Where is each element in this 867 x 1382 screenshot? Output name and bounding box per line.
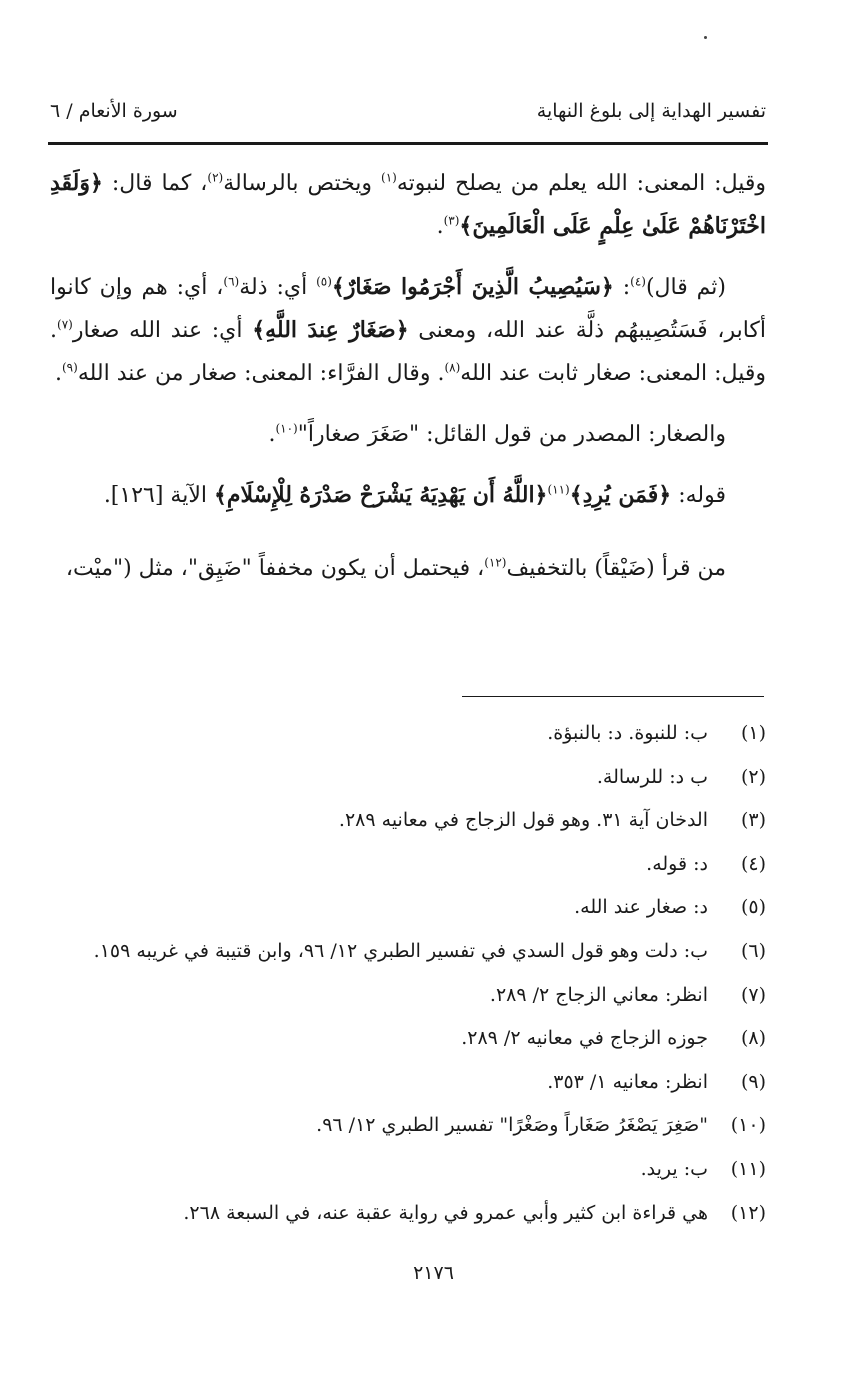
- footnote-text: ب د: للرسالة.: [596, 765, 708, 788]
- paragraph-5: [50, 547, 766, 590]
- footnote-item: [60, 1198, 766, 1242]
- footnote-text: ب: يريد.: [640, 1157, 708, 1180]
- paragraph-2: [50, 266, 766, 395]
- footnote-rule: [462, 696, 764, 697]
- footnote-ref: (٩): [61, 360, 78, 375]
- footnote-ref: (٢): [207, 170, 224, 185]
- quran-verse: ﴿فَمَن يُرِدِ﴾: [569, 482, 672, 508]
- footnote-ref: (٣): [443, 213, 460, 228]
- footnote-ref: (٥): [316, 274, 332, 289]
- running-header: [50, 100, 766, 134]
- footnote-ref: (٦): [223, 274, 240, 289]
- text-span: ، فيحتمل أن يكون مخففاً "ضَيِق"، مثل ("ميْت،: [65, 556, 485, 581]
- text-span: :: [613, 275, 631, 300]
- footnote-item: [60, 892, 766, 936]
- text-span: ، أي: هم وإن كانوا أكابر، فَسَتُصِيبهُم ذلَّة عند الله، ومعنى: [50, 275, 766, 343]
- footnote-number: (١): [740, 722, 766, 744]
- footnote-item: [60, 1023, 766, 1067]
- text-span: أي: ذلة: [239, 275, 317, 300]
- paragraph-1: [50, 162, 766, 248]
- text-span: الآية [١٢٦].: [103, 483, 214, 508]
- surah-title: سورة الأنعام / ٦: [50, 100, 178, 122]
- paragraph-4: [50, 474, 766, 517]
- footnote-number: (١٢): [730, 1201, 766, 1224]
- footnote-number: (٥): [740, 896, 766, 919]
- quran-verse: ﴿سَيُصِيبُ الَّذِينَ أَجْرَمُوا صَغَارٌ﴾: [331, 274, 614, 300]
- footnote-item: [60, 1154, 766, 1198]
- text-span: وقيل: المعنى: الله يعلم من يصلح لنبوته: [396, 171, 767, 196]
- footnote-ref: (١): [381, 170, 397, 185]
- footnote-item: [60, 936, 766, 980]
- footnote-item: [60, 1067, 766, 1111]
- text-span: .: [54, 361, 62, 386]
- footnote-number: (٦): [740, 939, 766, 962]
- footnote-item: [60, 980, 766, 1024]
- quran-verse: ﴿صَغَارٌ عِندَ اللَّهِ﴾: [252, 317, 409, 343]
- footnote-item: [60, 762, 766, 806]
- text-span: والصغار: المصدر من قول القائل: "صَغَرَ صغاراً": [297, 422, 726, 447]
- page-number: ٢١٧٦: [413, 1262, 454, 1284]
- quran-verse: ﴿وَلَقَدِ اخْتَرْنَاهُمْ عَلَىٰ عِلْمٍ عَلَى الْعَالَمِينَ﴾: [50, 170, 766, 239]
- footnote-text: انظر: معاني الزجاج ٢/ ٢٨٩.: [489, 983, 708, 1006]
- paragraph-3: [50, 413, 766, 456]
- footnote-ref: (٨): [444, 360, 461, 375]
- footnote-number: (١٠): [730, 1114, 766, 1137]
- footnote-text: الدخان آية ٣١. وهو قول الزجاج في معانيه ٢٨٩.: [338, 809, 708, 832]
- footnote-text: د: قوله.: [646, 852, 708, 875]
- footnote-text: جوزه الزجاج في معانيه ٢/ ٢٨٩.: [461, 1027, 708, 1050]
- text-span: (ثم قال): [645, 275, 726, 300]
- text-span: من قرأ (ضَيْقاً) بالتخفيف: [506, 556, 726, 581]
- text-span: .: [436, 214, 444, 239]
- footnote-number: (٨): [740, 1027, 766, 1050]
- footnote-number: (٤): [740, 852, 766, 875]
- footnote-item: [60, 849, 766, 893]
- footnote-text: د: صغار عند الله.: [574, 896, 708, 919]
- text-span: . وقيل: المعنى: صغار ثابت عند الله: [50, 318, 766, 386]
- footnote-ref: (٧): [57, 317, 73, 332]
- footnote-item: [60, 805, 766, 849]
- text-span: ويختص بالرسالة: [223, 171, 381, 196]
- text-span: .: [268, 422, 276, 447]
- footnote-text: "صَغِرَ يَصْغَرُ صَغَاراً وصَغْرًا" تفسير الطبري ١٢/ ٩٦.: [316, 1114, 708, 1137]
- header-rule: [48, 142, 768, 145]
- footnote-ref: (١٠): [275, 421, 298, 436]
- footnote-text: ب: دلت وهو قول السدي في تفسير الطبري ١٢/ ٩٦، وابن قتيبة في غريبه ١٥٩.: [93, 939, 708, 962]
- footnote-number: (٣): [740, 809, 766, 832]
- footnote-item: [60, 1110, 766, 1154]
- text-span: قوله:: [671, 483, 726, 508]
- main-text: [50, 162, 766, 590]
- footnote-text: هي قراءة ابن كثير وأبي عمرو في رواية عقبة عنه، في السبعة ٢٦٨.: [183, 1201, 708, 1224]
- text-span: ، كما قال:: [102, 171, 208, 196]
- footnotes-list: [60, 718, 766, 1241]
- footnote-ref: (٤): [630, 274, 646, 289]
- scan-speck: [704, 36, 707, 39]
- footnote-number: (١١): [730, 1157, 766, 1180]
- footnote-item: [60, 718, 766, 762]
- text-span: . وقال الفرَّاء: المعنى: صغار من عند الله: [77, 361, 445, 386]
- footnote-number: (٧): [740, 983, 766, 1006]
- quran-verse: ﴿اللَّهُ أَن يَهْدِيَهُ يَشْرَحْ صَدْرَهُ لِلْإِسْلَامِ﴾: [214, 482, 548, 508]
- footnote-ref: (١٢): [484, 555, 507, 570]
- footnote-ref: (١١): [547, 482, 570, 497]
- footnote-number: (٩): [740, 1070, 766, 1093]
- footnote-number: (٢): [740, 765, 766, 788]
- book-title: تفسير الهداية إلى بلوغ النهاية: [536, 100, 766, 122]
- footnote-text: ب: للنبوة. د: بالنبؤة.: [547, 722, 708, 744]
- footnote-text: انظر: معانيه ١/ ٣٥٣.: [547, 1070, 708, 1093]
- text-span: أي: عند الله صغار: [72, 318, 253, 343]
